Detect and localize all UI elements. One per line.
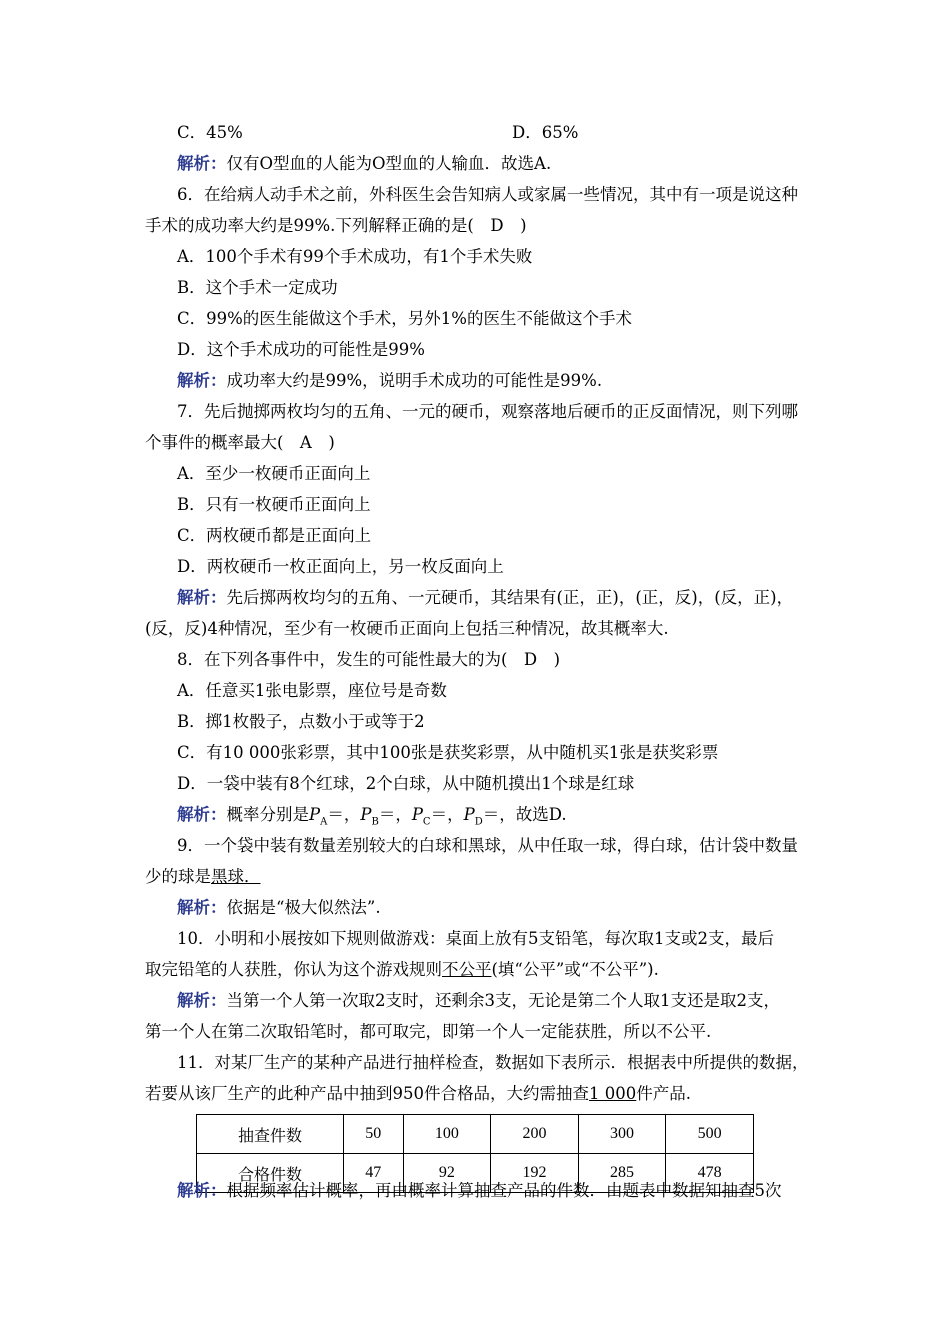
q7-option-c: C．两枚硬币都是正面向上	[177, 526, 372, 545]
q10-stem-line1: 10．小明和小展按如下规则做游戏：桌面上放有5支铅笔，每次取1支或2支，最后	[177, 929, 774, 948]
q7-option-a: A．至少一枚硬币正面向上	[177, 464, 371, 483]
table-row	[197, 1115, 754, 1154]
q6-option-b: B．这个手术一定成功	[177, 278, 338, 297]
q9-explanation: 解析：依据是“极大似然法”.	[177, 898, 381, 917]
q8-option-d: D．一袋中装有8个红球，2个白球，从中随机摸出1个球是红球	[177, 774, 635, 793]
q9-stem-line1: 9．一个袋中装有数量差别较大的白球和黑球，从中任取一球，得白球，估计袋中数量	[177, 836, 798, 855]
q5-option-d: D．65%	[512, 123, 579, 142]
table-cell: 192	[491, 1154, 579, 1193]
q6-stem-line2: 手术的成功率大约是99%.下列解释正确的是( D )	[145, 216, 527, 235]
explanation-label: 解析：	[177, 1181, 227, 1200]
q6-option-a: A．100个手术有99个手术成功，有1个手术失败	[177, 247, 533, 266]
table-cell: 47	[344, 1154, 404, 1193]
explanation-label: 解析：	[177, 991, 227, 1010]
q7-explanation-line1: 解析：先后掷两枚均匀的五角、一元硬币，其结果有(正，正)，(正，反)，(反，正)，	[177, 588, 794, 607]
q7-option-d: D．两枚硬币一枚正面向上，另一枚反面向上	[177, 557, 504, 576]
q10-explanation-line2: 第一个人在第二次取铅笔时，都可取完，即第一个人一定能获胜，所以不公平.	[145, 1022, 712, 1041]
table-cell: 50	[344, 1115, 404, 1154]
q6-explanation: 解析：成功率大约是99%，说明手术成功的可能性是99%.	[177, 371, 603, 390]
q8-explanation: 解析：概率分别是$P_A=$，$P_B=$，$P_C=$，$P_D=$，故选D.	[177, 805, 567, 828]
explanation-label: 解析：	[177, 898, 227, 917]
table-cell: 100	[403, 1115, 491, 1154]
q10-explanation-line1: 解析：当第一个人第一次取2支时，还剩余3支，无论是第二个人取1支还是取2支，	[177, 991, 780, 1010]
q5-explanation: 解析：仅有O型血的人能为O型血的人输血．故选A.	[177, 154, 552, 173]
q8-option-c: C．有10 000张彩票，其中100张是获奖彩票，从中随机买1张是获奖彩票	[177, 743, 719, 762]
explanation-label: 解析：	[177, 154, 227, 173]
q7-option-b: B．只有一枚硬币正面向上	[177, 495, 371, 514]
q10-answer: 不公平	[442, 960, 492, 979]
q6-stem-line1: 6．在给病人动手术之前，外科医生会告知病人或家属一些情况，其中有一项是说这种	[177, 185, 798, 204]
q7-stem-line1: 7．先后抛掷两枚均匀的五角、一元的硬币，观察落地后硬币的正反面情况，则下列哪	[177, 402, 798, 421]
table-cell: 285	[578, 1154, 666, 1193]
explanation-label: 解析：	[177, 805, 227, 824]
q11-answer: 1 000	[589, 1084, 637, 1103]
q8-option-b: B．掷1枚骰子，点数小于或等于2	[177, 712, 425, 731]
q7-stem-line2: 个事件的概率最大( A )	[145, 433, 335, 452]
q8-stem: 8．在下列各事件中，发生的可能性最大的为( D )	[177, 650, 561, 669]
table-cell: 200	[491, 1115, 579, 1154]
table-cell: 92	[403, 1154, 491, 1193]
q10-stem-line2: 取完铅笔的人获胜，你认为这个游戏规则不公平(填“公平”或“不公平”).	[145, 960, 659, 979]
q8-option-a: A．任意买1张电影票，座位号是奇数	[177, 681, 447, 700]
explanation-label: 解析：	[177, 588, 227, 607]
q6-option-d: D．这个手术成功的可能性是99%	[177, 340, 425, 359]
table-cell: 300	[578, 1115, 666, 1154]
q5-option-c: C．45%	[177, 123, 243, 142]
table-cell: 478	[666, 1154, 754, 1193]
table-row-header: 合格件数	[197, 1154, 344, 1193]
table-row-header: 抽查件数	[197, 1115, 344, 1154]
q11-stem-line1: 11．对某厂生产的某种产品进行抽样检查，数据如下表所示．根据表中所提供的数据，	[177, 1053, 809, 1072]
explanation-label: 解析：	[177, 371, 227, 390]
q9-stem-line2: 少的球是黑球．	[145, 867, 261, 886]
q11-explanation: 解析：根据频率估计概率，再由概率计算抽查产品的件数．由题表中数据知抽查5次	[177, 1181, 782, 1200]
q9-answer: 黑球．	[211, 867, 261, 886]
q7-explanation-line2: (反，反)4种情况，至少有一枚硬币正面向上包括三种情况，故其概率大.	[145, 619, 669, 638]
table-cell: 500	[666, 1115, 754, 1154]
q11-stem-line2: 若要从该厂生产的此种产品中抽到950件合格品，大约需抽查1 000件产品.	[145, 1084, 691, 1103]
q6-option-c: C．99%的医生能做这个手术，另外1%的医生不能做这个手术	[177, 309, 632, 328]
